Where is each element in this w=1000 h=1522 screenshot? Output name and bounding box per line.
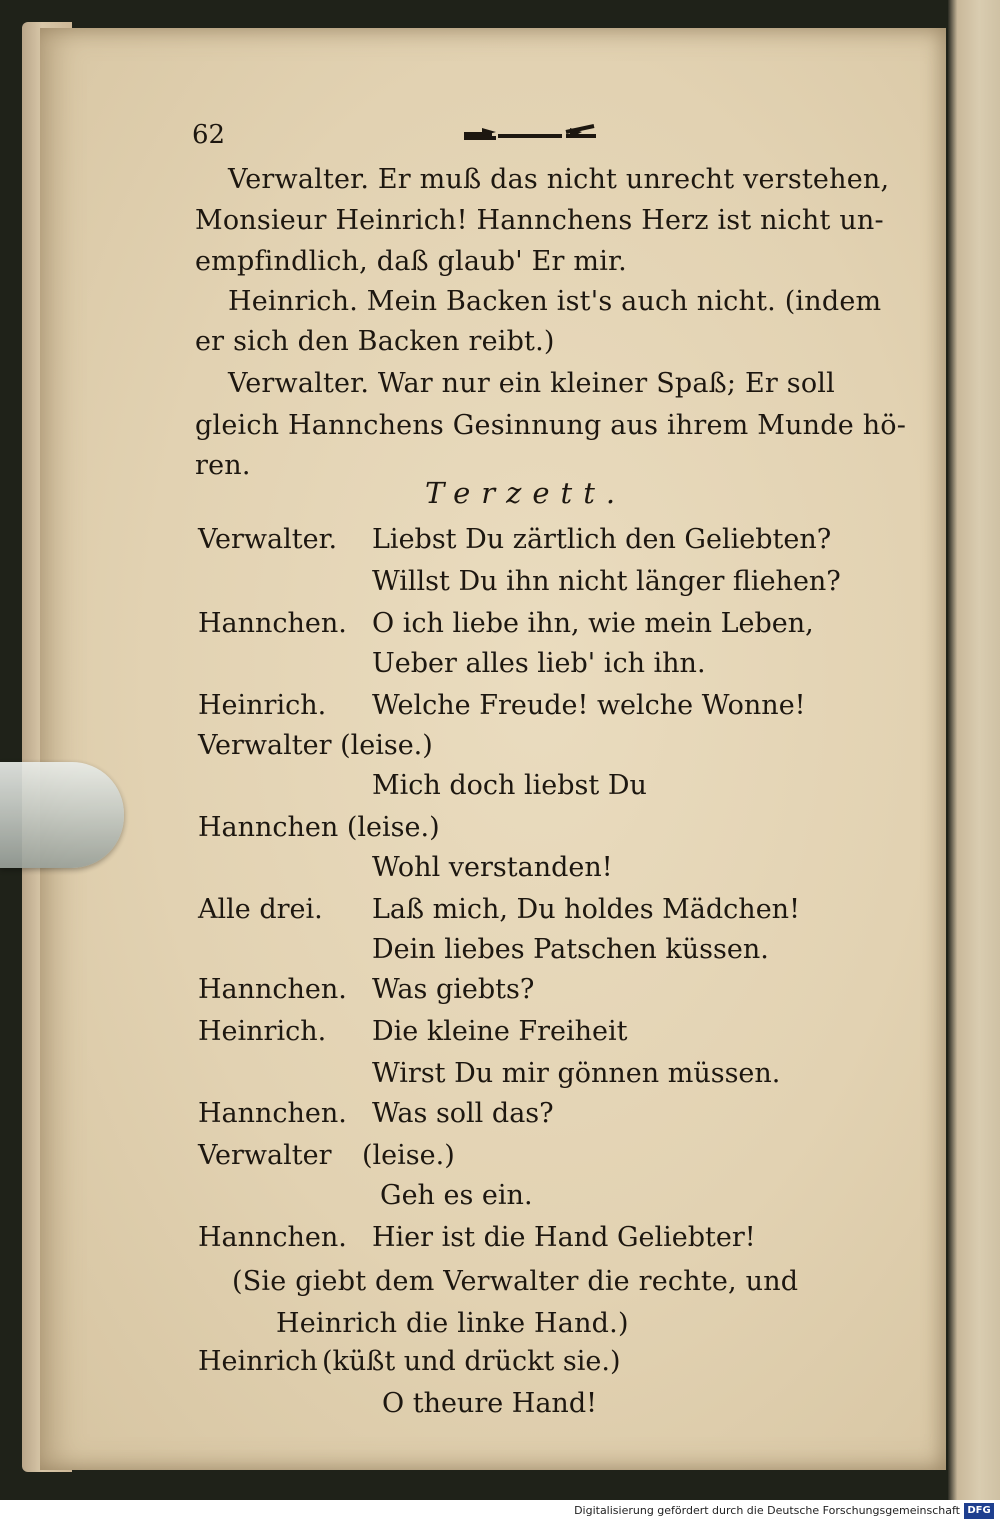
verse-line: Was soll das? — [372, 1098, 554, 1129]
speaker-name: Heinrich. — [198, 1016, 327, 1047]
stage-direction: (küßt und drückt sie.) — [322, 1346, 621, 1377]
footer-credit: Digitalisierung gefördert durch die Deutsche Forschungsgemeinschaft — [574, 1504, 960, 1517]
speaker-name: Alle drei. — [198, 894, 323, 925]
speaker-name: Verwalter. — [198, 524, 338, 555]
verse-line: Ueber alles lieb' ich ihn. — [372, 648, 706, 679]
stage-direction: (Sie giebt dem Verwalter die rechte, und — [232, 1266, 799, 1297]
stage-direction: Heinrich die linke Hand.) — [276, 1308, 629, 1339]
ornament-icon — [462, 122, 596, 142]
verse-line: Geh es ein. — [380, 1180, 533, 1211]
verse-line: O theure Hand! — [382, 1388, 597, 1419]
verse-line: Welche Freude! welche Wonne! — [372, 690, 806, 721]
verse-line: Laß mich, Du holdes Mädchen! — [372, 894, 800, 925]
prose-line: Heinrich. Mein Backen ist's auch nicht. (indem — [228, 286, 882, 317]
speaker-name: Hannchen. — [198, 1222, 347, 1253]
speaker-name: Heinrich — [198, 1346, 318, 1377]
prose-line: gleich Hannchens Gesinnung aus ihrem Munde hö- — [195, 410, 907, 441]
verse-line: Willst Du ihn nicht länger fliehen? — [372, 566, 841, 597]
verse-line: Liebst Du zärtlich den Geliebten? — [372, 524, 832, 555]
speaker-name: Hannchen. — [198, 608, 347, 639]
prose-line: Monsieur Heinrich! Hannchens Herz ist nicht un- — [195, 205, 884, 236]
speaker-name: Verwalter — [198, 1140, 332, 1171]
verse-line: Wirst Du mir gönnen müssen. — [372, 1058, 781, 1089]
verse-line: Die kleine Freiheit — [372, 1016, 628, 1047]
verse-line: Mich doch liebst Du — [372, 770, 647, 801]
verse-line: Dein liebes Patschen küssen. — [372, 934, 769, 965]
verse-line: Was giebts? — [372, 974, 535, 1005]
prose-line: empfindlich, daß glaub' Er mir. — [195, 246, 627, 277]
verse-line: Wohl verstanden! — [372, 852, 613, 883]
adjacent-page — [948, 0, 1000, 1500]
prose-line: ren. — [195, 450, 251, 481]
prose-line: Verwalter. War nur ein kleiner Spaß; Er soll — [228, 368, 835, 399]
page-clip — [0, 762, 124, 868]
speaker-name: Hannchen. — [198, 1098, 347, 1129]
prose-line: er sich den Backen reibt.) — [195, 326, 555, 357]
speaker-name: Hannchen (leise.) — [198, 812, 440, 843]
verse-line: Hier ist die Hand Geliebter! — [372, 1222, 756, 1253]
verse-line: O ich liebe ihn, wie mein Leben, — [372, 608, 814, 639]
speaker-name: Heinrich. — [198, 690, 327, 721]
prose-line: Verwalter. Er muß das nicht unrecht verstehen, — [228, 164, 890, 195]
footer-bar — [0, 1500, 1000, 1522]
verse-line: (leise.) — [362, 1140, 455, 1171]
speaker-name: Hannchen. — [198, 974, 347, 1005]
page-number: 62 — [192, 120, 226, 150]
section-heading: Terzett. — [425, 476, 627, 510]
dfg-logo: DFG — [964, 1503, 994, 1519]
speaker-name: Verwalter (leise.) — [198, 730, 433, 761]
